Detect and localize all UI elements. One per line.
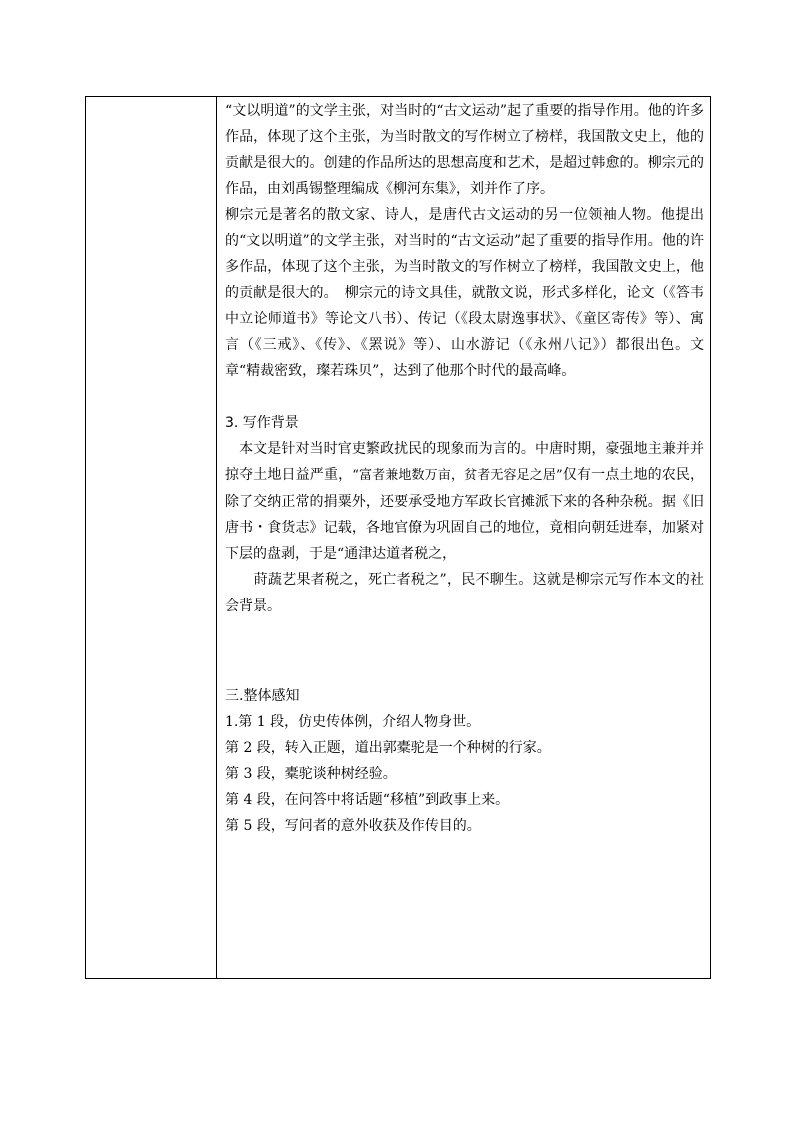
overview-heading: 三.整体感知 [225, 688, 300, 704]
intro-paragraph-2: 柳宗元是著名的散文家、诗人，是唐代古文运动的另一位领袖人物。他提出的“文以明道”的文学主张，对当时的“古文运动”起了重要的指导作用。他的许多作品，体现了这个主张，为当时散文的写作树立了榜样，我国散文史上，他的贡献是很大的。 柳宗元的诗文具佳，就散文说，形式多样化，论文（《答韦中立论师道书》等论文八书）、传记（《段太尉逸事状》、《童区寄传》等）、寓言（《三戒》、《传》、《罴说》等）、山水游记（《永州八记》）都很出色。文章“精裁密致，璨若珠贝”，达到了他那个时代的最高峰。 [225, 207, 704, 379]
background-paragraph [225, 436, 704, 567]
right-cell [217, 97, 711, 979]
cell-content [217, 97, 710, 839]
overview-item-2: 第 2 段，转入正题，道出郭橐驼是一个种树的行家。 [225, 740, 551, 756]
background-quote: “富者兼地数万亩，贫者无容足之居” [352, 468, 563, 483]
spacer [225, 384, 704, 410]
overview-item-1: 1.第 1 段，仿史传体例，介绍人物身世。 [225, 714, 481, 730]
background-text-1: 本文是针对当时官吏繁政扰民的现象而为言的。中唐时期，豪强地主兼并并掠夺土地日益严重， [225, 441, 705, 483]
background-text-2: 仅有一点土地的农民，除了交纳正常的捐粟外，还要承受地方军政长官摊派下来的各种杂税。据《旧唐书・食货志》记载，各地官僚为巩固自己的地位，竟相向朝廷进奉，加紧对下层的盘剥，于是“通津达道者税之， [225, 467, 705, 562]
intro-paragraph-1: “文以明道”的文学主张，对当时的“古文运动”起了重要的指导作用。他的许多作品，体现了这个主张，为当时散文的写作树立了榜样，我国散文史上，他的贡献是很大的。创建的作品所达的思想高度和艺术，是超过韩愈的。柳宗元的作品，由刘禹锡整理编成《柳河东集》，刘并作了序。 [225, 103, 704, 197]
overview-item-4: 第 4 段，在问答中将话题“移植”到政事上来。 [225, 792, 510, 808]
left-cell [86, 97, 217, 979]
background-paragraph-cont [225, 567, 704, 619]
background-heading: 3. 写作背景 [225, 415, 299, 431]
background-text-3: 莳蔬艺果者税之，死亡者税之”，民不聊生。这就是柳宗元写作本文的社会背景。 [225, 572, 705, 614]
overview-item-5: 第 5 段，写问者的意外收获及作传目的。 [225, 818, 481, 834]
table-row [86, 97, 711, 979]
spacer [225, 619, 704, 683]
overview-item-3: 第 3 段，橐驼谈种树经验。 [225, 766, 397, 782]
content-table [85, 96, 711, 979]
